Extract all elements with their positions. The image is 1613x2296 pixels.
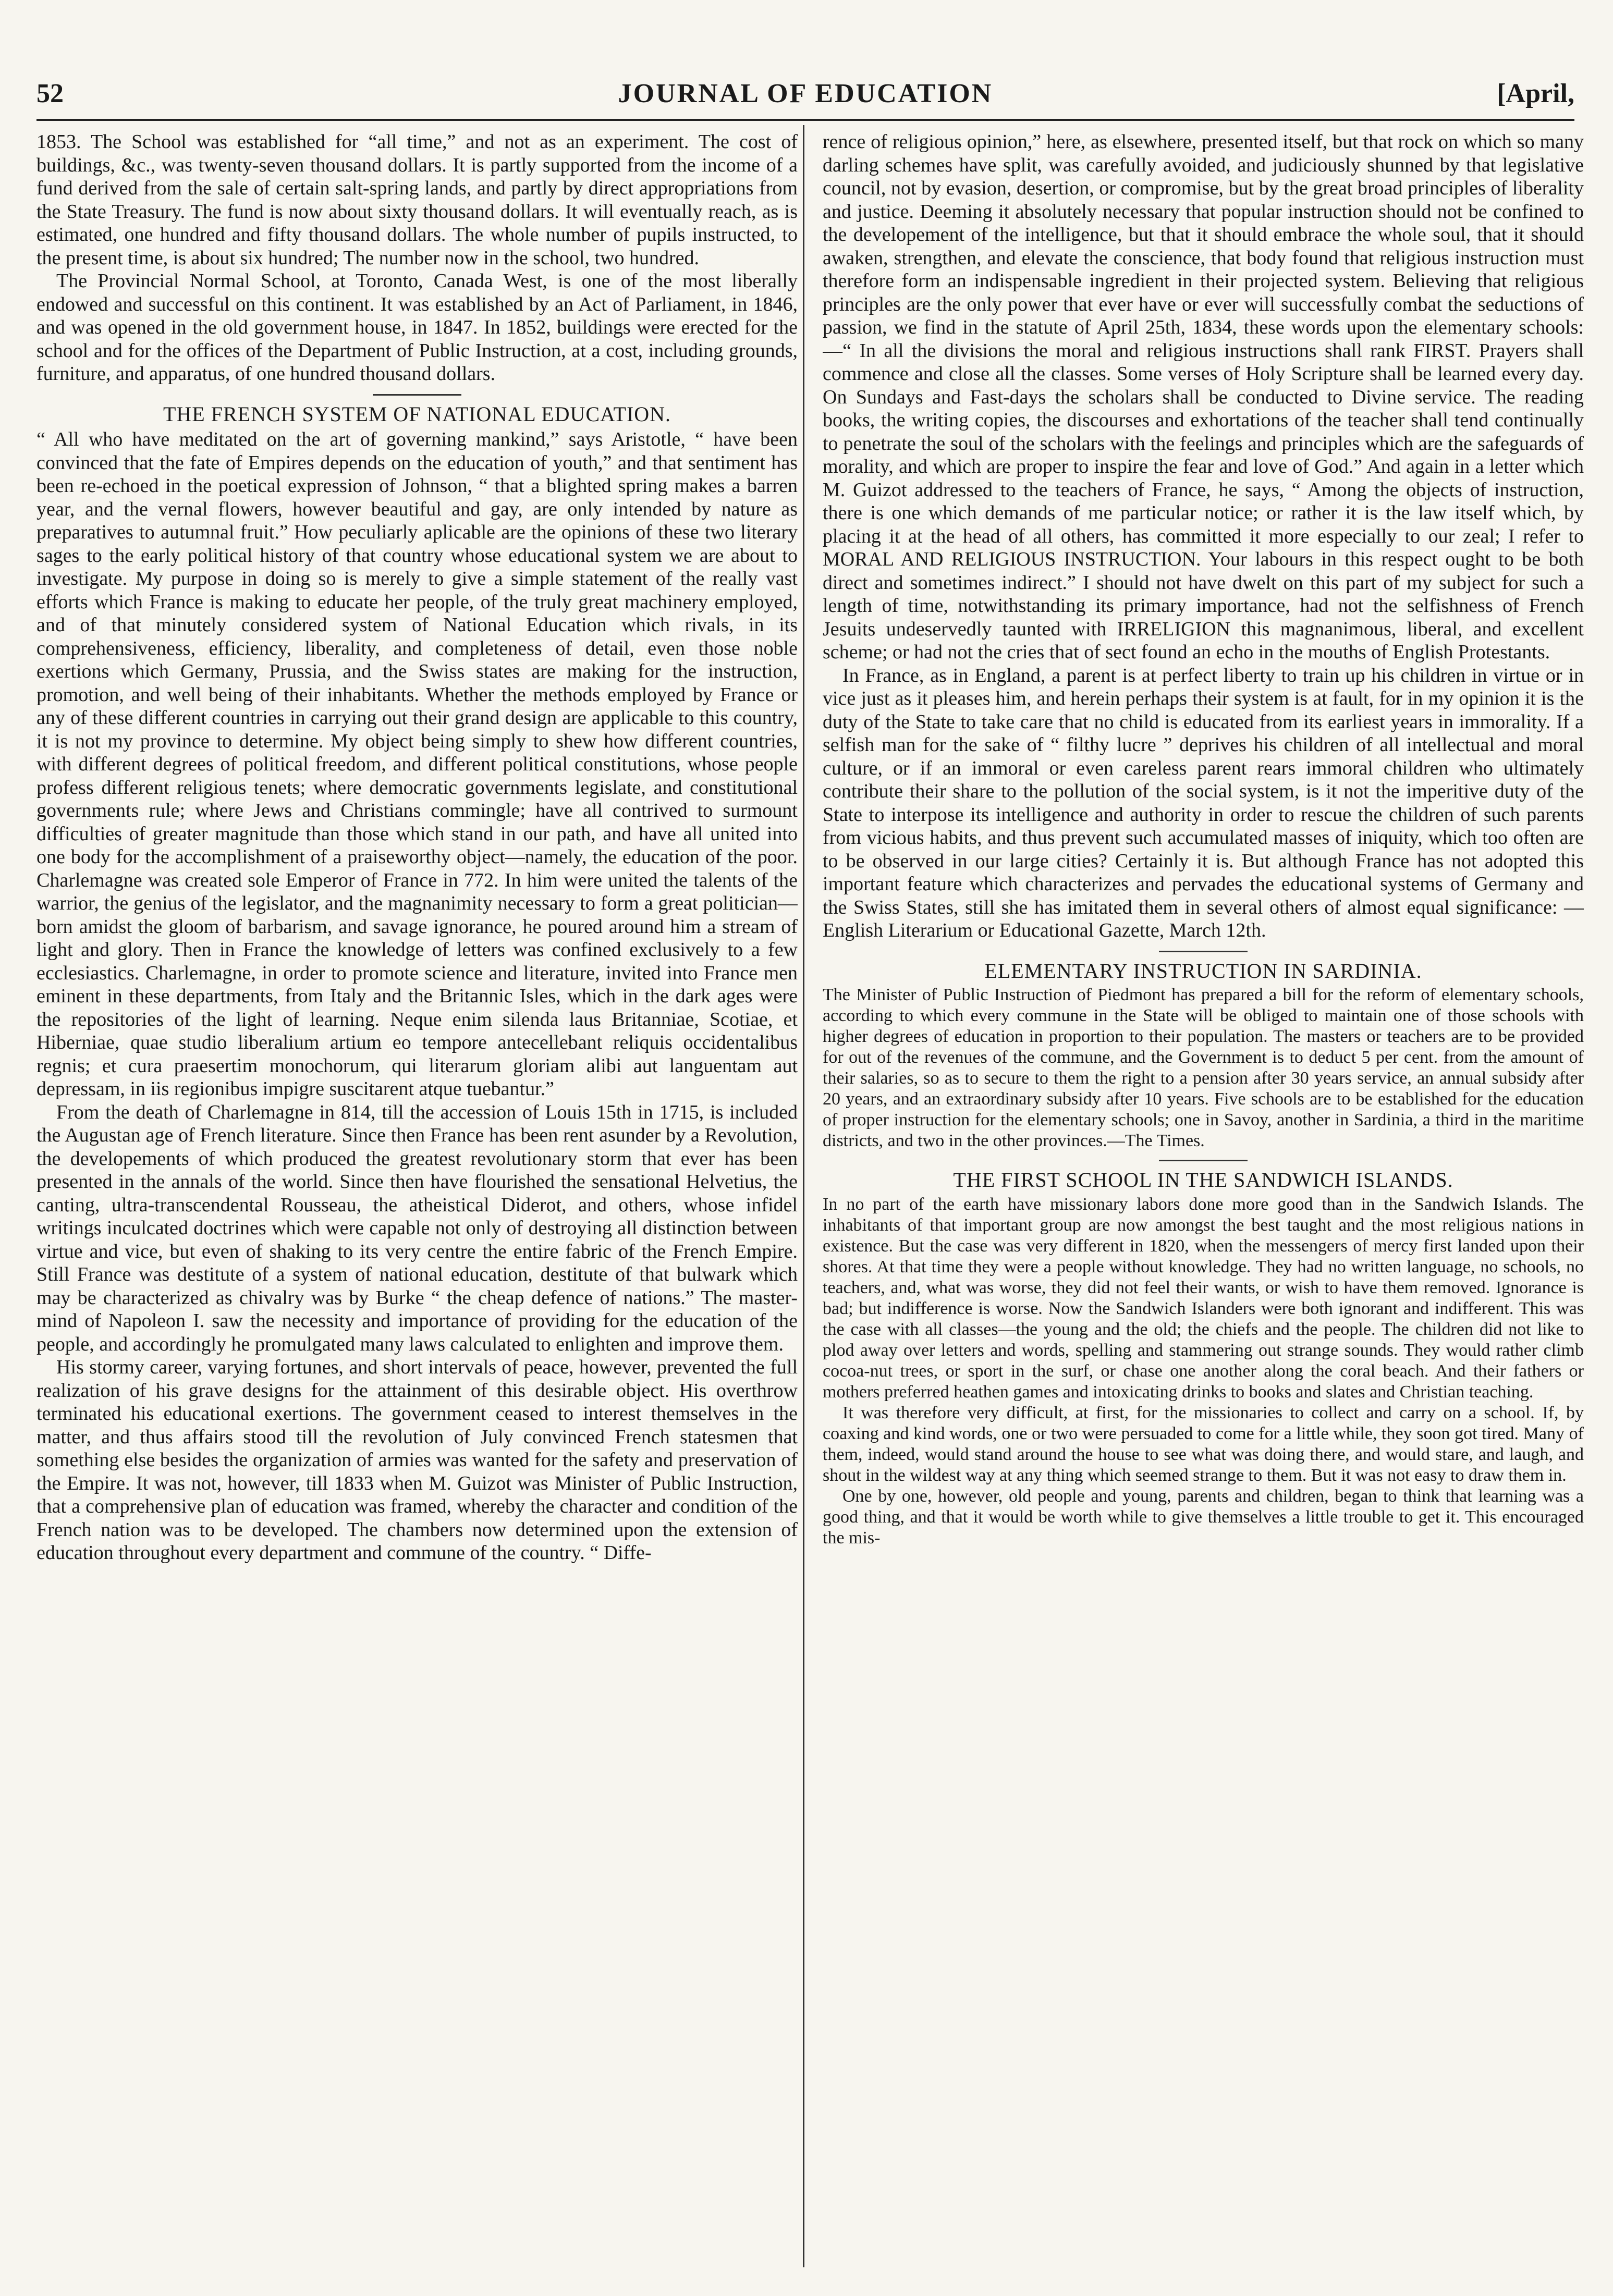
section-separator [1159,951,1248,952]
journal-title: JOURNAL OF EDUCATION [618,79,993,108]
paragraph-missionaries-school: It was therefore very difficult, at first, for the missionaries to collect and carry on a school. If, by coaxing and kind words, one or two were persuaded to come for a little while, they soon got tired. Many of them, indeed, would stand around the house to see what was doing there, and would stare, and laugh, and shout in the wildest way at any thing which seemed strange to them. But it was not easy to draw them in. [823,1403,1584,1485]
paragraph-stormy-career: His stormy career, varying fortunes, and short intervals of peace, however, prevented the full realization of his grave designs for the attainment of this desirable object. His overthrow terminated his educational exertions. The government ceased to interest themselves in the matter, and thus affairs stood till the revolution of July convinced French statesmen that something else besides the organization of armies was wanted for the safety and preservation of the Empire. It was not, however, till 1833 when M. Guizot was Minister of Public Instruction, that a comprehensive plan of education was framed, whereby the character and condition of the French nation was to be developed. The chambers now determined upon the extension of education throughout every department and commune of the country. “ Diffe- [36,1356,798,1564]
page-header [36,78,1574,109]
column-divider [803,125,804,2267]
paragraph-school-established: 1853. The School was established for “all time,” and not as an experiment. The cost of buildings, &c., was twenty-seven thousand dollars. It is partly supported from the income of a fund derived from the sale of certain salt-spring lands, and partly by direct appropriations from the State Treasury. The fund is now about sixty thousand dollars. It will eventually reach, as is estimated, one hundred and fifty thousand dollars. The whole number of pupils instructed, to the present time, is about six hundred; The number now in the school, two hundred. [36,131,798,269]
left-column [36,130,798,2267]
paragraph-sardinia: The Minister of Public Instruction of Piedmont has prepared a bill for the reform of elementary schools, according to which every commune in the State will be obliged to maintain one of those schools with higher degrees of education in proportion to their population. The masters or teachers are to be provided for out of the revenues of the commune, and the Government is to deduct 5 per cent. from the amount of their salaries, so as to secure to them the right to a pension after 30 years service, an annual subsidy after 20 years, and an extraordinary subsidy after 10 years. Five schools are to be established for the education of proper instruction for the elementary schools; one in Savoy, another in Sardinia, a third in the maritime districts, and two in the other provinces.—The Times. [823,985,1584,1150]
section-separator [373,394,461,396]
heading-sandwich-islands: THE FIRST SCHOOL IN THE SANDWICH ISLANDS. [953,1168,1453,1192]
header-rule [36,119,1574,121]
paragraph-sandwich-islands: In no part of the earth have missionary labors done more good than in the Sandwich Islands. The inhabitants of that important group are now amongst the best taught and the most religious nations in existence. But the case was very different in 1820, when the messengers of mercy first landed upon their shores. At that time they were a people without knowledge. They had no written language, no schools, no teachers, and, what was worse, they did not feel their wants, or wish to have them removed. Ignorance is bad; but indifference is worse. Now the Sandwich Islanders were both ignorant and indifferent. This was the case with all classes—the young and the old; the chiefs and the people. The children did not like to plod away over letters and words, spelling and stammering out strange sounds. They would rather climb cocoa-nut trees, or sport in the surf, or chase one another along the coral beach. And their fathers or mothers preferred heathen games and intoxicating drinks to books and slates and Christian teaching. [823,1194,1584,1402]
heading-french-system: THE FRENCH SYSTEM OF NATIONAL EDUCATION. [163,402,671,426]
paragraph-provincial-normal-school: The Provincial Normal School, at Toronto, Canada West, is one of the most liberally endowed and successful on this continent. It was established by an Act of Parliament, in 1846, and was opened in the old government house, in 1847. In 1852, buildings were erected for the school and for the offices of the Department of Public Instruction, at a cost, including grounds, furniture, and apparatus, of one hundred thousand dollars. [36,270,798,385]
header-month: [April, [1497,79,1574,108]
paragraph-aristotle: “ All who have meditated on the art of governing mankind,” says Aristotle, “ have been convinced that the fate of Empires depends on the education of youth,” and that sentiment has been re-echoed in the poetical expression of Johnson, “ that a blighted spring makes a barren year, and the vernal flowers, however beautiful and gay, are only intended by nature as preparatives to autumnal fruit.” How peculiarly aplicable are the opinions of these two literary sages to the early political history of that country whose educational system we are about to investigate. My purpose in doing so is merely to give a simple statement of the really vast efforts which France is making to educate her people, of the truly great machinery employed, and of that minutely considered system of National Education which rivals, in its comprehensiveness, efficiency, liberality, and completeness of detail, even those noble exertions which Germany, Prussia, and the Swiss states are making for the instruction, promotion, and well being of their inhabitants. Whether the methods employed by France or any of these different countries in carrying out their grand design are applicable to this country, it is not my province to determine. My object being simply to shew how different countries, with different degrees of political freedom, and different political constitutions, whose people profess different religious tenets; where democratic governments legislate, and constitutional governments rule; where Jews and Christians commingle; have all contrived to surmount difficulties of greater magnitude than those which stand in our path, and have all united into one body for the accomplishment of a praiseworthy object—namely, the education of the poor. Charlemagne was created sole Emperor of France in 772. In him were united the talents of the warrior, the genius of the legislator, and the magnanimity necessary to form a great politician—born amidst the gloom of barbarism, and savage ignorance, he poured around him a stream of light and glory. Then in France the knowledge of letters was confined exclusively to a few ecclesiastics. Charlemagne, in order to promote science and literature, invited into France men eminent in these departments, from Italy and the Britannic Isles, which in the dark ages were the repositories of the light of learning. Neque enim silenda laus Britanniae, Scotiae, et Hiberniae, quae studio liberalium artium eo tempore antecellebant reliquis occidentalibus regnis; et cura praesertim monochorum, qui literarum gloriam alibi aut languentam aut depressam, in iis regionibus impigre suscitarent atque tuebantur.” [36,428,798,1100]
page-number: 52 [36,79,64,108]
paragraph-france-england: In France, as in England, a parent is at perfect liberty to train up his children in virtue or in vice just as it pleases him, and herein perhaps their system is at fault, for in my opinion it is the duty of the State to take care that no child is educated from its earliest years in immorality. If a selfish man for the sake of “ filthy lucre ” deprives his children of all intellectual and moral culture, or if an immoral or even careless parent rears immoral children who ultimately contribute their share to the pollution of the social system, is it not the imperitive duty of the State to interpose its intelligence and authority in order to rescue the children of such parents from vicious habits, and thus prevent such accumulated masses of iniquity, which too often are to be observed in our large cities? Certainly it is. But although France has not adopted this important feature which characterizes and pervades the educational systems of Germany and the Swiss States, still she has imitated them in several others of almost equal significance: — English Literarium or Educational Gazette, March 12th. [823,664,1584,941]
paragraph-charlemagne-death: From the death of Charlemagne in 814, till the accession of Louis 15th in 1715, is included the Augustan age of French literature. Since then France has been rent asunder by a Revolution, the developements of which produced the greatest revolutionary storm that ever has been presented in the annals of the world. Since then have flourished the sensational Helvetius, the canting, ultra-transcendental Rousseau, the atheistical Diderot, and others, whose infidel writings inculcated doctrines which were capable not only of destroying all distinction between virtue and vice, but even of shaking to its very centre the entire fabric of the French Empire. Still France was destitute of a system of national education, destitute of that bulwark which may be characterized as chivalry was by Burke “ the cheap defence of nations.” The master-mind of Napoleon I. saw the necessity and importance of providing for the education of the people, and accordingly he promulgated many laws calculated to enlighten and improve them. [36,1101,798,1355]
paragraph-one-by-one: One by one, however, old people and young, parents and children, began to think that learning was a good thing, and that it would be worth while to give themselves a little trouble to get it. This encouraged the mis- [823,1486,1584,1548]
paragraph-religious-opinion: rence of religious opinion,” here, as elsewhere, presented itself, but that rock on which so many darling schemes have split, was carefully avoided, and judiciously shunned by that legislative council, not by evasion, desertion, or compromise, but by the great broad principles of liberality and justice. Deeming it absolutely necessary that popular instruction should not be confined to the developement of the intelligence, but that it should embrace the whole soul, that it should awaken, strengthen, and elevate the conscience, that body found that religious instruction must therefore form an indispensable ingredient in their projected system. Believing that religious principles are the only power that ever have or ever will successfully combat the seductions of passion, we find in the statute of April 25th, 1834, these words upon the elementary schools:—“ In all the divisions the moral and religious instructions shall rank FIRST. Prayers shall commence and close all the classes. Some verses of Holy Scripture shall be learned every day. On Sundays and Fast-days the scholars shall be conducted to Divine service. The reading books, the writing copies, the discourses and exhortations of the teacher shall tend continually to penetrate the soul of the scholars with the feelings and principles which are the safeguards of morality, and which are proper to inspire the fear and love of God.” And again in a letter which M. Guizot addressed to the teachers of France, he says, “ Among the objects of instruction, there is one which demands of me particular notice; or rather it is the law itself which, by placing it at the head of all others, has committed it more especially to our zeal; I refer to MORAL AND RELIGIOUS INSTRUCTION. Your labours in this respect ought to be both direct and sometimes indirect.” I should not have dwelt on this part of my subject for such a length of time, notwithstanding its primary importance, had not the selfishness of French Jesuits undeservedly taunted with IRRELIGION this magnanimous, liberal, and excellent scheme; or had not the cries that of sect found an echo in the mouths of English Protestants. [823,131,1584,663]
section-separator [1159,1160,1248,1161]
heading-sardinia: ELEMENTARY INSTRUCTION IN SARDINIA. [984,959,1422,983]
right-column [823,130,1584,2267]
